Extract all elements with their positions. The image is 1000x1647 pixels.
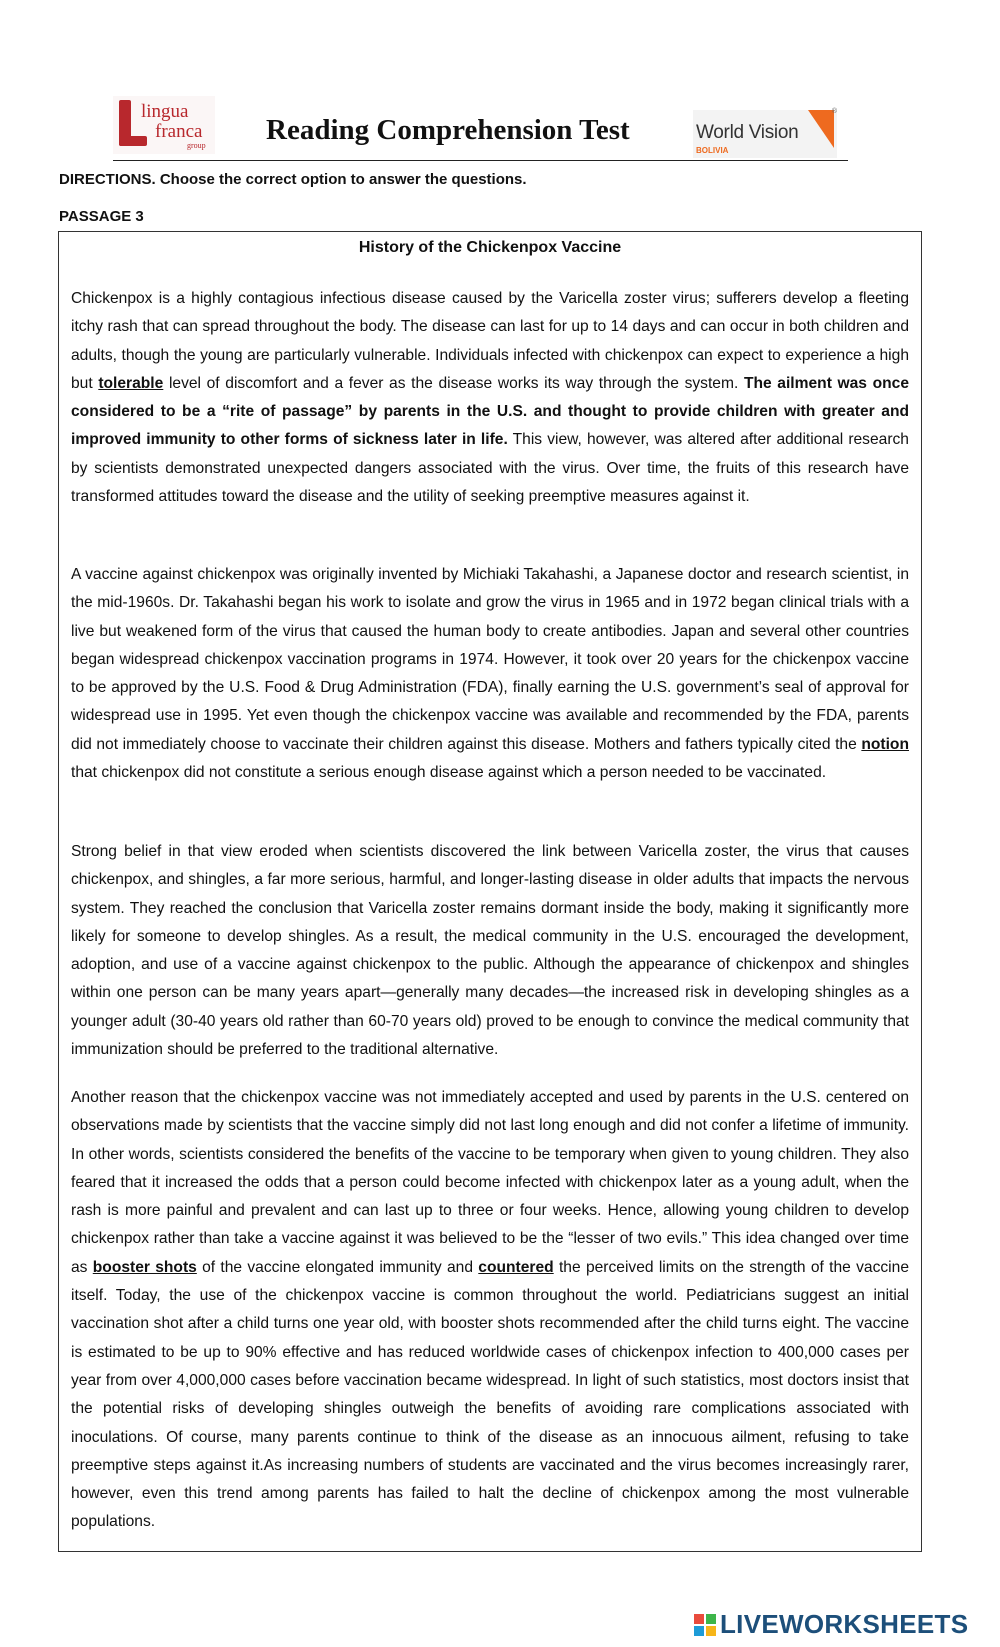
world-vision-registered-mark: ® bbox=[831, 108, 837, 115]
p4-text-3: the perceived limits on the strength of the vaccine itself. Today, the use of the chickenpox vaccine is common throughout the world. Pediatricians suggest an initial vaccination shot after a child turns one year old, with booster shots recommended after the child turns eight. The vaccine is estimated to be up to 90% effective and has reduced worldwide cases of chickenpox infection to 400,000 cases per year from over 4,000,000 cases before vaccination became widespread. In light of such statistics, most doctors insist that the potential risks of developing shingles outweigh the benefits of avoiding rare complications associated with inoculations. Of course, many parents continue to think of the disease as an innocuous ailment, refusing to take preemptive steps against it.As increasing numbers of students are vaccinated and the virus becomes increasingly rarer, however, even this trend among parents has failed to halt the decline of chickenpox among the most vulnerable populations. bbox=[71, 1258, 909, 1531]
header-divider bbox=[113, 160, 848, 161]
page-title: Reading Comprehension Test bbox=[266, 114, 630, 146]
world-vision-country: BOLIVIA bbox=[696, 146, 729, 155]
directions: DIRECTIONS. Choose the correct option to answer the questions. bbox=[59, 171, 527, 188]
paragraph-2 bbox=[71, 561, 909, 787]
logo-lf-line3: group bbox=[187, 141, 206, 150]
p3-text-1: Strong belief in that view eroded when scientists discovered the link between Varicella zoster, the virus that causes chickenpox, and shingles, a far more serious, harmful, and longer-lasting disease in older adults that impacts the nervous system. They reached the conclusion that Varicella zoster remains dormant inside the body, making it significantly more likely for someone to develop shingles. As a result, the medical community in the U.S. encouraged the development, adoption, and use of a vaccine against chickenpox to the public. Although the appearance of chickenpox and shingles within one person can be many years apart—generally many decades—the increased risk in developing shingles as a younger adult (30-40 years old rather than 60-70 years old) proved to be enough to convince the medical community that immunization should be preferred to the traditional alternative. bbox=[71, 843, 909, 1059]
passage-box bbox=[58, 231, 922, 1552]
keyword-countered: countered bbox=[478, 1258, 554, 1276]
liveworksheets-grid-icon bbox=[694, 1614, 716, 1636]
paragraph-3 bbox=[71, 838, 909, 1064]
p4-text-1: Another reason that the chickenpox vaccine was not immediately accepted and used by parents in the U.S. centered on observations made by scientists that the vaccine simply did not last long enough and did not confer a lifetime of immunity. In other words, scientists considered the benefits of the vaccine to be temporary when given to young children. They also feared that it increased the odds that a person could become infected with chickenpox later as a young adult, when the rash is more painful and prevalent and can last up to three or four weeks. Hence, allowing young children to develop chickenpox rather than take a vaccine against it was believed to be the “lesser of two evils.” This idea changed over time as bbox=[71, 1089, 909, 1276]
paragraph-4 bbox=[71, 1084, 909, 1537]
passage-title: History of the Chickenpox Vaccine bbox=[358, 239, 622, 256]
p1-text-3: This view, however, was altered after additional research by scientists demonstrated unexpected dangers associated with the virus. Over time, the fruits of this research have transformed attitudes toward the disease and the utility of seeking preemptive measures against it. bbox=[71, 431, 909, 506]
logo-lf-line1: lingua bbox=[141, 101, 189, 122]
p1-text-1: Chickenpox is a highly contagious infectious disease caused by the Varicella zoster virus; sufferers develop a fleeting itchy rash that can spread throughout the body. The disease can last for up to 14 days and can occur in both children and adults, though the young are particularly vulnerable. Individuals infected with chickenpox can expect to experience a high but bbox=[71, 290, 909, 392]
page-header bbox=[0, 0, 1000, 170]
keyword-booster-shots: booster shots bbox=[92, 1258, 197, 1276]
logo-lf-line2: franca bbox=[155, 121, 203, 142]
liveworksheets-logo[interactable] bbox=[694, 1610, 994, 1638]
p4-text-2: of the vaccine elongated immunity and bbox=[196, 1258, 479, 1276]
p1-text-2: level of discomfort and a fever as the disease works its way through the system. bbox=[163, 374, 744, 392]
keyword-notion: notion bbox=[861, 735, 909, 753]
p2-text-2: that chickenpox did not constitute a serious enough disease against which a person needed to be vaccinated. bbox=[71, 764, 827, 782]
passage-label: PASSAGE 3 bbox=[59, 208, 144, 225]
paragraph-1 bbox=[71, 285, 909, 511]
p2-text-1: A vaccine against chickenpox was originally invented by Michiaki Takahashi, a Japanese doctor and research scientist, in the mid-1960s. Dr. Takahashi began his work to isolate and grow the virus in 1965 and in 1972 began clinical trials with a live but weakened form of the virus that caused the human body to create antibodies. Japan and several other countries began widespread chickenpox vaccination programs in 1974. However, it took over 20 years for the chickenpox vaccine to be approved by the U.S. Food & Drug Administration (FDA), finally earning the U.S. government’s seal of approval for widespread use in 1995. Yet even though the chickenpox vaccine was available and recommended by the FDA, parents did not immediately choose to vaccinate their children against this disease. Mothers and fathers typically cited the bbox=[71, 566, 909, 753]
world-vision-name: World Vision bbox=[696, 122, 799, 143]
world-vision-star-icon bbox=[808, 110, 834, 148]
liveworksheets-brand: LIVEWORKSHEETS bbox=[720, 1609, 969, 1639]
logo-bar-horizontal bbox=[119, 136, 147, 146]
keyword-tolerable: tolerable bbox=[98, 374, 164, 392]
p1-bold-sentence: The ailment was once considered to be a “rite of passage” by parents in the U.S. and thought to provide children with greater and improved immunity to other forms of sickness later in life. bbox=[71, 374, 910, 449]
lingua-franca-logo bbox=[113, 96, 215, 154]
world-vision-logo bbox=[693, 110, 837, 158]
